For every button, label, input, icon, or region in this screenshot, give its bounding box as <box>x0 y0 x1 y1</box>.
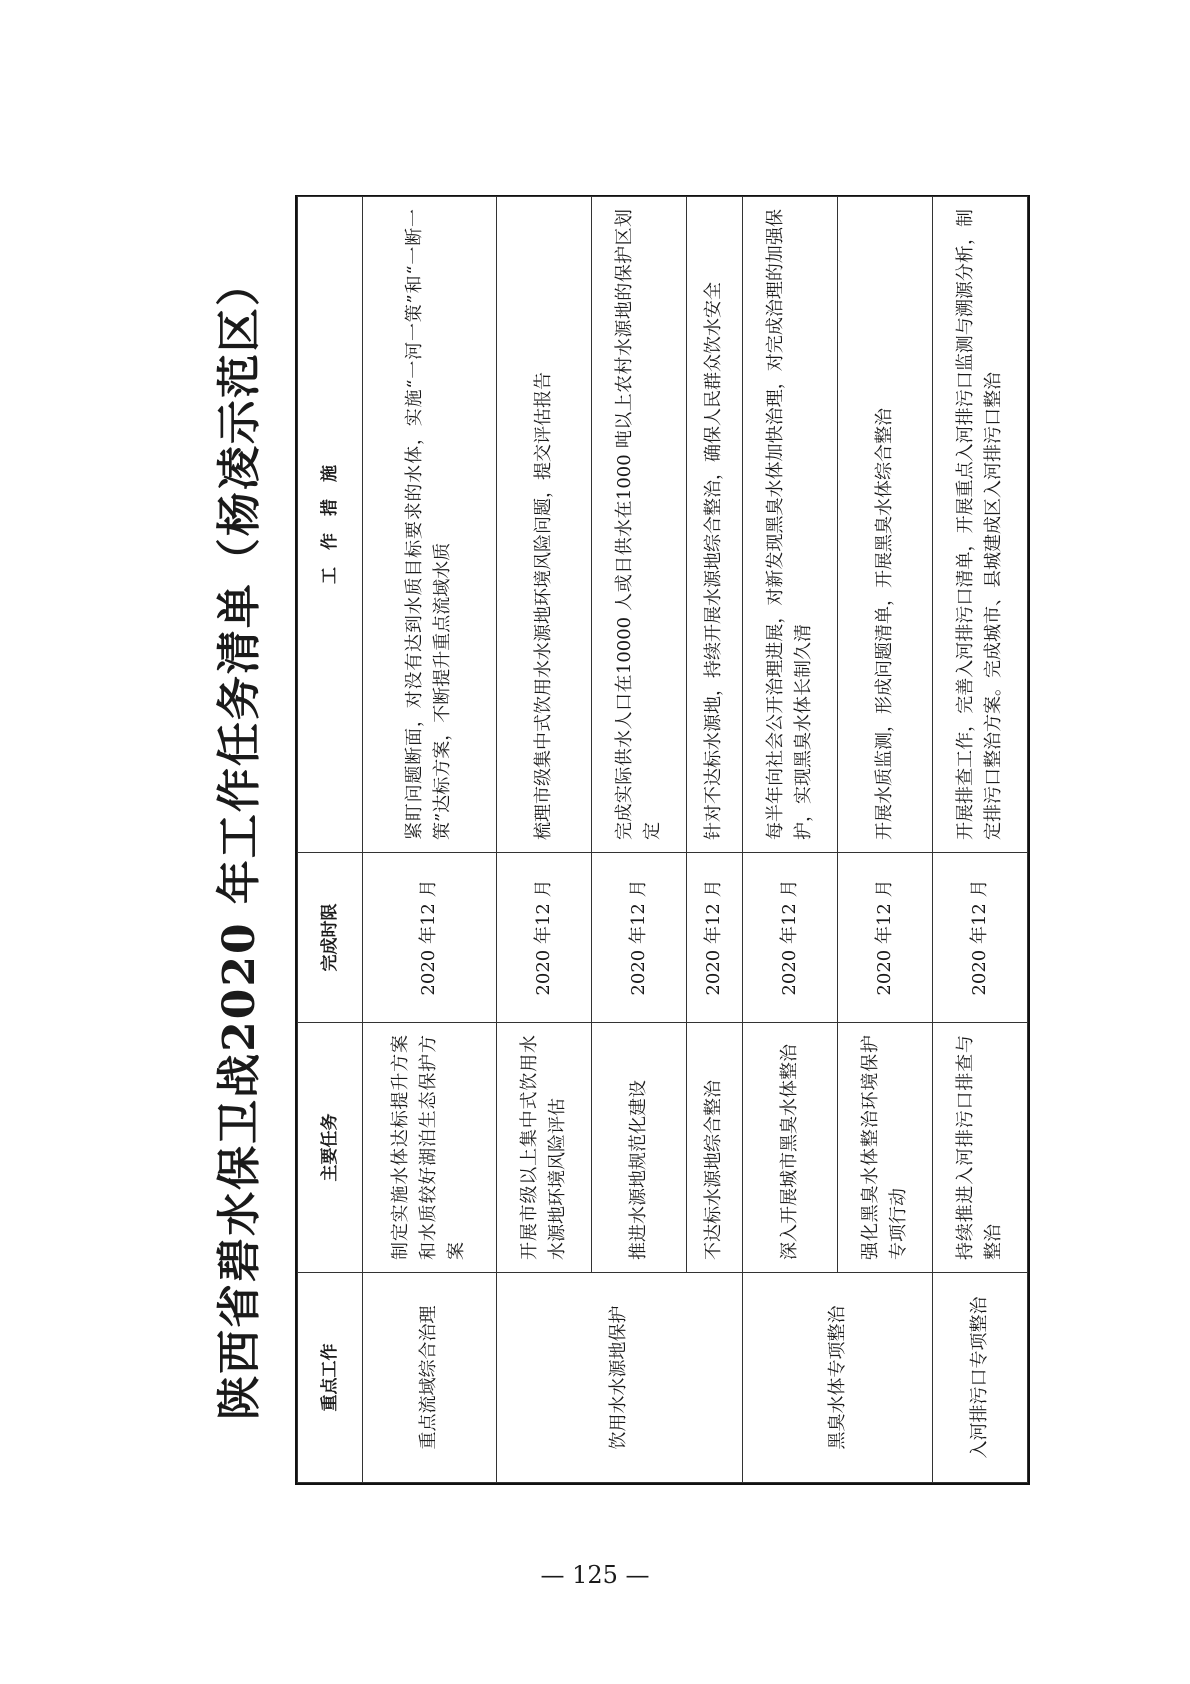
deadline-cell: 2020 年12 月 <box>363 853 497 1023</box>
main-task-cell: 不达标水源地综合整治 <box>686 1023 742 1273</box>
table-row <box>932 197 1027 1483</box>
header-main-task: 主要任务 <box>298 1023 363 1273</box>
key-work-cell: 黑臭水体专项整治 <box>742 1273 932 1483</box>
main-task-cell: 强化黑臭水体整治环境保护专项行动 <box>837 1023 932 1273</box>
table-row <box>496 197 591 1483</box>
document-title: 陕西省碧水保卫战2020 年工作任务清单（杨凌示范区） <box>214 260 265 1420</box>
key-work-cell: 入河排污口专项整治 <box>932 1273 1027 1483</box>
task-table <box>297 196 1028 1483</box>
deadline-cell: 2020 年12 月 <box>591 853 686 1023</box>
table-header-row <box>298 197 363 1483</box>
header-deadline: 完成时限 <box>298 853 363 1023</box>
rotated-landscape-sheet <box>200 195 1030 1485</box>
key-work-cell: 饮用水水源地保护 <box>496 1273 742 1483</box>
main-task-cell: 制定实施水体达标提升方案和水质较好湖泊生态保护方案 <box>363 1023 497 1273</box>
deadline-cell: 2020 年12 月 <box>932 853 1027 1023</box>
table-row <box>363 197 497 1483</box>
header-key-work: 重点工作 <box>298 1273 363 1483</box>
deadline-cell: 2020 年12 月 <box>837 853 932 1023</box>
page-number: — 125 — <box>540 1561 650 1589</box>
key-work-cell: 重点流域综合治理 <box>363 1273 497 1483</box>
measure-cell: 每半年向社会公开治理进展，对新发现黑臭水体加快治理，对完成治理的加强保护，实现黑臭水体长制久清 <box>742 197 837 853</box>
deadline-cell: 2020 年12 月 <box>742 853 837 1023</box>
measure-cell: 紧盯问题断面，对没有达到水质目标要求的水体，实施“一河一策”和“一断一策”达标方案，不断提升重点流域水质 <box>363 197 497 853</box>
main-task-cell: 开展市级以上集中式饮用水水源地环境风险评估 <box>496 1023 591 1273</box>
task-table-frame <box>295 195 1030 1485</box>
main-task-cell: 深入开展城市黑臭水体整治 <box>742 1023 837 1273</box>
deadline-cell: 2020 年12 月 <box>496 853 591 1023</box>
measure-cell: 开展水质监测，形成问题清单，开展黑臭水体综合整治 <box>837 197 932 853</box>
header-measures: 工 作 措 施 <box>298 197 363 853</box>
main-task-cell: 持续推进入河排污口排查与整治 <box>932 1023 1027 1273</box>
measure-cell: 针对不达标水源地，持续开展水源地综合整治，确保人民群众饮水安全 <box>686 197 742 853</box>
measure-cell: 梳理市级集中式饮用水水源地环境风险问题，提交评估报告 <box>496 197 591 853</box>
measure-cell: 开展排查工作，完善入河排污口清单，开展重点入河排污口监测与溯源分析，制定排污口整治方案。完成城市、县城建成区入河排污口整治 <box>932 197 1027 853</box>
main-task-cell: 推进水源地规范化建设 <box>591 1023 686 1273</box>
table-row <box>742 197 837 1483</box>
deadline-cell: 2020 年12 月 <box>686 853 742 1023</box>
measure-cell: 完成实际供水人口在10000 人或日供水在1000 吨以上农村水源地的保护区划定 <box>591 197 686 853</box>
